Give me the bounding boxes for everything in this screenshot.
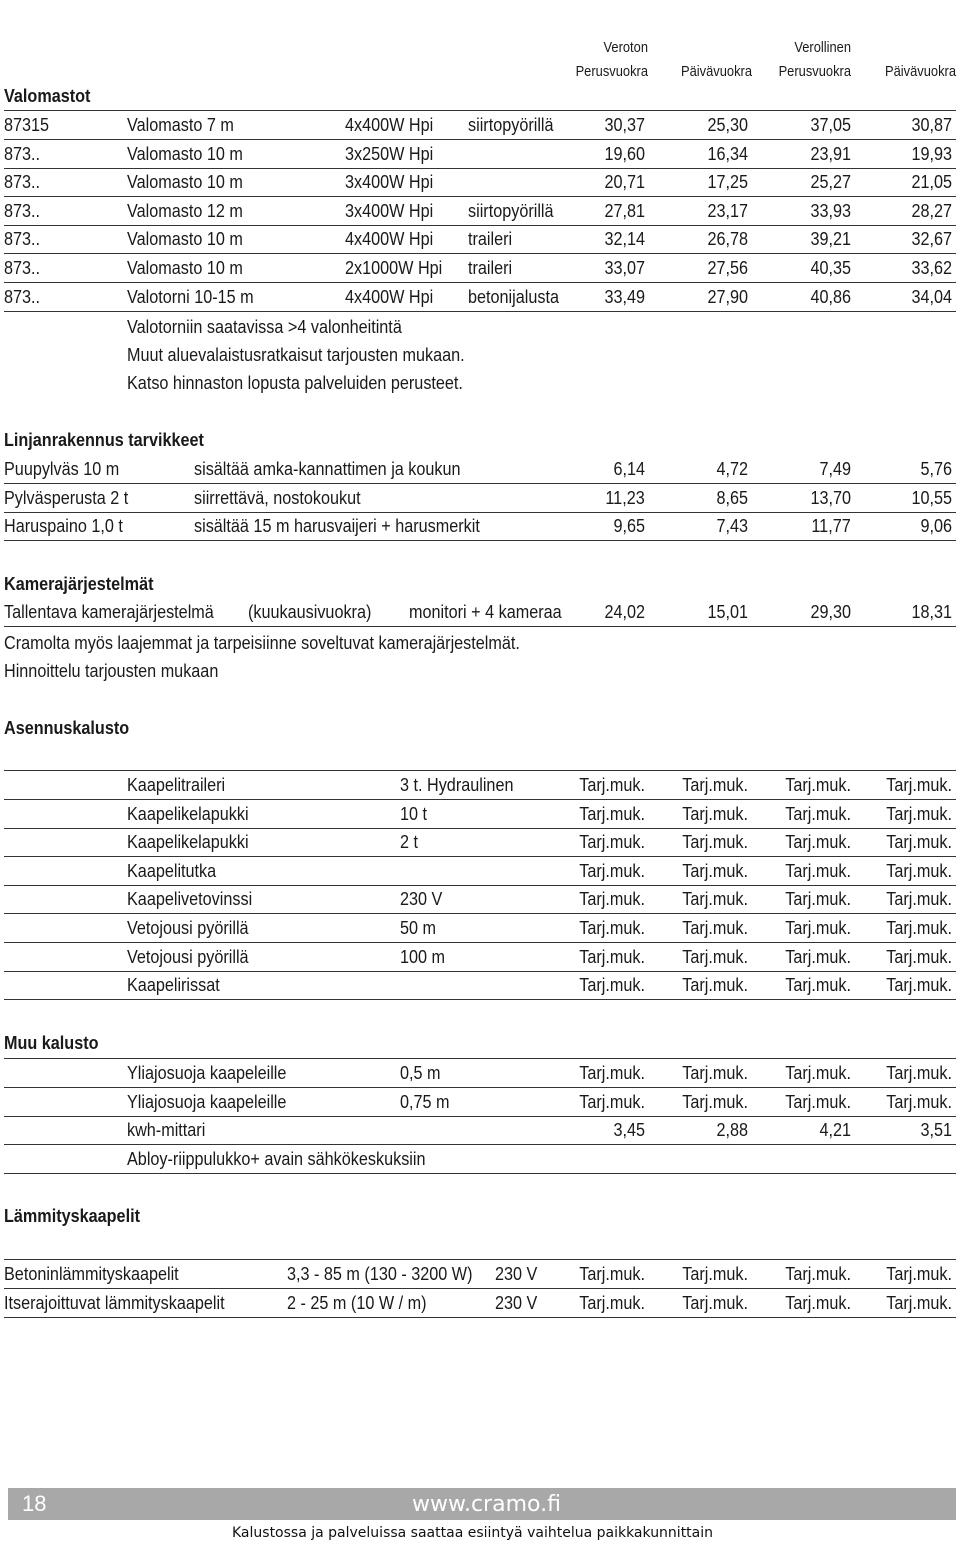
table-row xyxy=(4,971,956,1000)
section-title-lammitys: Lämmityskaapelit xyxy=(4,1206,140,1226)
product-name: Pylväsperusta 2 t xyxy=(4,487,129,508)
product-name: Yliajosuoja kaapeleille xyxy=(127,1063,287,1083)
product-name: Puupylväs 10 m xyxy=(4,459,120,479)
price-veroton-paiva: 2,88 xyxy=(716,1120,748,1141)
price-verollinen-perus: 39,21 xyxy=(810,229,851,250)
price-veroton-perus: Tarj.muk. xyxy=(579,889,645,910)
price-verollinen-paiva: Tarj.muk. xyxy=(886,1292,952,1313)
product-code: 873.. xyxy=(4,258,41,278)
price-veroton-paiva: 26,78 xyxy=(707,229,748,250)
price-veroton-paiva: Tarj.muk. xyxy=(682,1091,748,1112)
product-name: Valomasto 10 m xyxy=(127,229,243,250)
product-name: Kaapelikelapukki xyxy=(127,832,249,853)
price-veroton-paiva: 8,65 xyxy=(716,487,748,508)
spec: 2 t xyxy=(400,832,419,853)
price-verollinen-paiva: 30,87 xyxy=(911,115,952,135)
price-verollinen-perus: 40,35 xyxy=(810,258,851,278)
voltage: 230 V xyxy=(495,1264,538,1284)
description: monitori + 4 kameraa xyxy=(409,602,562,622)
price-verollinen-paiva: Tarj.muk. xyxy=(886,946,952,967)
spec: 100 m xyxy=(400,946,446,967)
price-veroton-perus: 27,81 xyxy=(604,200,645,221)
price-verollinen-paiva: Tarj.muk. xyxy=(886,860,952,881)
spec: 10 t xyxy=(400,803,428,824)
description: sisältää 15 m harusvaijeri + harusmerkit xyxy=(194,516,480,537)
price-verollinen-paiva: 18,31 xyxy=(911,602,952,622)
price-verollinen-perus: 33,93 xyxy=(810,200,851,221)
table-row xyxy=(4,225,956,254)
price-veroton-perus: 30,37 xyxy=(604,115,645,135)
section-title-kamera: Kamerajärjestelmät xyxy=(4,574,154,594)
table-row xyxy=(4,800,956,829)
price-verollinen-perus: 7,49 xyxy=(819,459,851,479)
price-veroton-paiva: Tarj.muk. xyxy=(682,918,748,938)
product-code: 873.. xyxy=(4,200,41,221)
table-row xyxy=(4,283,956,312)
price-veroton-paiva: Tarj.muk. xyxy=(682,1063,748,1083)
power-spec: 3x250W Hpi xyxy=(345,143,434,164)
spec: 50 m xyxy=(400,918,437,938)
table-row xyxy=(4,111,956,140)
price-verollinen-perus: Tarj.muk. xyxy=(785,1091,851,1112)
price-veroton-paiva: 16,34 xyxy=(707,143,748,164)
header-col4: Päivävuokra xyxy=(885,63,956,80)
product-name: Kaapelirissat xyxy=(127,975,220,996)
section-title-asennus: Asennuskalusto xyxy=(4,718,130,738)
section-title-muu: Muu kalusto xyxy=(4,1033,99,1053)
power-spec: 3x400W Hpi xyxy=(345,172,434,193)
price-verollinen-paiva: Tarj.muk. xyxy=(886,775,952,795)
product-name: Valomasto 10 m xyxy=(127,172,243,193)
spec: 0,5 m xyxy=(400,1063,441,1083)
product-name: Valomasto 12 m xyxy=(127,200,243,221)
price-verollinen-paiva: Tarj.muk. xyxy=(886,832,952,853)
product-code: 87315 xyxy=(4,115,50,135)
price-veroton-perus: Tarj.muk. xyxy=(579,1264,645,1284)
product-name: Kaapelitutka xyxy=(127,860,217,881)
price-verollinen-perus: Tarj.muk. xyxy=(785,775,851,795)
section-title-valomastot: Valomastot xyxy=(4,86,91,106)
spec: 3,3 - 85 m (130 - 3200 W) xyxy=(287,1264,473,1284)
mount-type: siirtopyörillä xyxy=(468,115,554,135)
product-name: Betoninlämmityskaapelit xyxy=(4,1264,179,1284)
table-row xyxy=(4,1116,956,1145)
price-veroton-perus: Tarj.muk. xyxy=(579,803,645,824)
price-veroton-paiva: Tarj.muk. xyxy=(682,1264,748,1284)
spec: 230 V xyxy=(400,889,443,910)
price-veroton-paiva: Tarj.muk. xyxy=(682,975,748,996)
website-link[interactable]: www.cramo.fi xyxy=(412,1492,561,1517)
product-name: Valomasto 7 m xyxy=(127,115,234,135)
price-verollinen-paiva: Tarj.muk. xyxy=(886,918,952,938)
power-spec: 4x400W Hpi xyxy=(345,115,434,135)
table-row xyxy=(4,1260,956,1289)
price-veroton-perus: Tarj.muk. xyxy=(579,1091,645,1112)
product-name: Kaapelikelapukki xyxy=(127,803,249,824)
price-verollinen-paiva: Tarj.muk. xyxy=(886,1063,952,1083)
table-row xyxy=(4,771,956,800)
table-row xyxy=(4,254,956,283)
header-col1: Veroton Perusvuokra xyxy=(575,39,648,80)
price-veroton-paiva: Tarj.muk. xyxy=(682,860,748,881)
price-veroton-paiva: Tarj.muk. xyxy=(682,889,748,910)
spec: 2 - 25 m (10 W / m) xyxy=(287,1292,427,1313)
price-veroton-perus: 9,65 xyxy=(613,516,645,537)
price-veroton-perus: Tarj.muk. xyxy=(579,860,645,881)
power-spec: 3x400W Hpi xyxy=(345,200,434,221)
price-verollinen-perus: Tarj.muk. xyxy=(785,1063,851,1083)
price-verollinen-paiva: 32,67 xyxy=(911,229,952,250)
price-verollinen-paiva: 21,05 xyxy=(911,172,952,193)
price-veroton-paiva: 23,17 xyxy=(707,200,748,221)
price-verollinen-perus: Tarj.muk. xyxy=(785,1292,851,1313)
price-verollinen-perus: Tarj.muk. xyxy=(785,1264,851,1284)
price-veroton-paiva: 7,43 xyxy=(716,516,748,537)
power-spec: 4x400W Hpi xyxy=(345,286,434,307)
mount-type: traileri xyxy=(468,258,513,278)
price-veroton-perus: 3,45 xyxy=(613,1120,645,1141)
power-spec: 2x1000W Hpi xyxy=(345,258,443,278)
price-verollinen-paiva: Tarj.muk. xyxy=(886,1264,952,1284)
table-row xyxy=(4,885,956,914)
product-name: Vetojousi pyörillä xyxy=(127,946,249,967)
price-veroton-perus: Tarj.muk. xyxy=(579,832,645,853)
price-verollinen-perus: Tarj.muk. xyxy=(785,860,851,881)
table-row xyxy=(4,1088,956,1117)
table-row xyxy=(4,1145,956,1174)
mount-type: betonijalusta xyxy=(468,286,559,307)
table-row xyxy=(4,1289,956,1318)
note: Muut aluevalaistusratkaisut tarjousten mukaan. xyxy=(127,345,465,365)
table-row xyxy=(4,914,956,943)
product-name: Yliajosuoja kaapeleille xyxy=(127,1091,287,1112)
price-verollinen-paiva: 9,06 xyxy=(920,516,952,537)
price-veroton-perus: 20,71 xyxy=(604,172,645,193)
product-name: Itserajoittuvat lämmityskaapelit xyxy=(4,1292,225,1313)
price-veroton-paiva: 17,25 xyxy=(707,172,748,193)
table-row xyxy=(4,828,956,857)
note: Valotorniin saatavissa >4 valonheitintä xyxy=(127,317,402,337)
rental-period: (kuukausivuokra) xyxy=(248,602,372,622)
price-veroton-perus: Tarj.muk. xyxy=(579,918,645,938)
price-verollinen-perus: 37,05 xyxy=(810,115,851,135)
product-name: Kaapelitraileri xyxy=(127,775,226,795)
price-verollinen-perus: Tarj.muk. xyxy=(785,946,851,967)
price-verollinen-paiva: Tarj.muk. xyxy=(886,803,952,824)
product-name: Vetojousi pyörillä xyxy=(127,918,249,938)
header-col2: Päivävuokra xyxy=(681,63,752,80)
price-verollinen-paiva: 3,51 xyxy=(920,1120,952,1141)
price-verollinen-perus: Tarj.muk. xyxy=(785,832,851,853)
price-verollinen-perus: 11,77 xyxy=(811,516,851,537)
table-row xyxy=(4,140,956,169)
price-veroton-paiva: Tarj.muk. xyxy=(682,775,748,795)
product-name: Kaapelivetovinssi xyxy=(127,889,253,910)
price-veroton-paiva: Tarj.muk. xyxy=(682,832,748,853)
price-verollinen-perus: 29,30 xyxy=(810,602,851,622)
table-row xyxy=(4,598,956,627)
price-verollinen-paiva: 33,62 xyxy=(911,258,952,278)
description: sisältää amka-kannattimen ja koukun xyxy=(194,459,461,479)
price-veroton-perus: Tarj.muk. xyxy=(579,775,645,795)
product-name: Valomasto 10 m xyxy=(127,258,243,278)
product-code: 873.. xyxy=(4,286,41,307)
price-verollinen-perus: 25,27 xyxy=(810,172,851,193)
product-name: Abloy-riippulukko+ avain sähkökeskuksiin xyxy=(127,1148,426,1169)
page-number: 18 xyxy=(22,1491,47,1516)
product-code: 873.. xyxy=(4,172,41,193)
power-spec: 4x400W Hpi xyxy=(345,229,434,250)
note: Hinnoittelu tarjousten mukaan xyxy=(4,661,219,681)
table-row xyxy=(4,484,956,513)
price-verollinen-perus: 23,91 xyxy=(810,143,851,164)
price-verollinen-paiva: Tarj.muk. xyxy=(886,889,952,910)
price-veroton-perus: 11,23 xyxy=(605,487,645,508)
mount-type: siirtopyörillä xyxy=(468,200,554,221)
price-veroton-perus: Tarj.muk. xyxy=(579,975,645,996)
price-veroton-perus: Tarj.muk. xyxy=(579,1292,645,1313)
table-row xyxy=(4,1059,956,1088)
price-verollinen-perus: Tarj.muk. xyxy=(785,889,851,910)
header-col3: Verollinen Perusvuokra xyxy=(778,39,851,80)
table-row xyxy=(4,455,956,484)
price-verollinen-paiva: 5,76 xyxy=(920,459,952,479)
voltage: 230 V xyxy=(495,1292,538,1313)
price-veroton-perus: 19,60 xyxy=(604,143,645,164)
table-row xyxy=(4,197,956,226)
table-row xyxy=(4,512,956,541)
note: Cramolta myös laajemmat ja tarpeisiinne soveltuvat kamerajärjestelmät. xyxy=(4,633,520,653)
price-veroton-perus: 24,02 xyxy=(604,602,645,622)
price-veroton-paiva: 27,90 xyxy=(707,286,748,307)
price-verollinen-perus: Tarj.muk. xyxy=(785,803,851,824)
product-name: Tallentava kamerajärjestelmä xyxy=(4,602,214,622)
price-veroton-perus: 33,49 xyxy=(604,286,645,307)
price-verollinen-paiva: 28,27 xyxy=(911,200,952,221)
price-veroton-paiva: Tarj.muk. xyxy=(682,1292,748,1313)
product-code: 873.. xyxy=(4,143,41,164)
description: siirrettävä, nostokoukut xyxy=(194,487,361,508)
price-veroton-paiva: 15,01 xyxy=(707,602,748,622)
price-verollinen-perus: Tarj.muk. xyxy=(785,918,851,938)
price-verollinen-paiva: Tarj.muk. xyxy=(886,1091,952,1112)
price-veroton-perus: 6,14 xyxy=(613,459,645,479)
disclaimer: Kalustossa ja palveluissa saattaa esiintyä vaihtelua paikkakunnittain xyxy=(232,1525,714,1541)
table-row xyxy=(4,168,956,197)
price-veroton-perus: 32,14 xyxy=(604,229,645,250)
price-verollinen-perus: 4,21 xyxy=(819,1120,851,1141)
price-veroton-paiva: 27,56 xyxy=(707,258,748,278)
price-verollinen-perus: 13,70 xyxy=(810,487,851,508)
price-verollinen-perus: 40,86 xyxy=(810,286,851,307)
spec: 0,75 m xyxy=(400,1091,450,1112)
price-verollinen-paiva: 19,93 xyxy=(911,143,952,164)
price-verollinen-paiva: Tarj.muk. xyxy=(886,975,952,996)
product-name: kwh-mittari xyxy=(127,1120,206,1141)
price-veroton-paiva: 4,72 xyxy=(716,459,748,479)
price-verollinen-paiva: 34,04 xyxy=(911,286,952,307)
price-veroton-paiva: Tarj.muk. xyxy=(682,946,748,967)
price-veroton-paiva: 25,30 xyxy=(707,115,748,135)
note: Katso hinnaston lopusta palveluiden perusteet. xyxy=(127,373,463,393)
product-name: Valotorni 10-15 m xyxy=(127,286,254,307)
price-verollinen-perus: Tarj.muk. xyxy=(785,975,851,996)
section-title-linjanrakennus: Linjanrakennus tarvikkeet xyxy=(4,430,204,450)
price-veroton-perus: 33,07 xyxy=(604,258,645,278)
mount-type: traileri xyxy=(468,229,513,250)
price-veroton-perus: Tarj.muk. xyxy=(579,946,645,967)
price-verollinen-paiva: 10,55 xyxy=(911,487,952,508)
product-name: Haruspaino 1,0 t xyxy=(4,516,123,537)
price-veroton-perus: Tarj.muk. xyxy=(579,1063,645,1083)
product-code: 873.. xyxy=(4,229,41,250)
product-name: Valomasto 10 m xyxy=(127,143,243,164)
price-veroton-paiva: Tarj.muk. xyxy=(682,803,748,824)
spec: 3 t. Hydraulinen xyxy=(400,775,514,795)
table-row xyxy=(4,857,956,886)
table-row xyxy=(4,943,956,972)
